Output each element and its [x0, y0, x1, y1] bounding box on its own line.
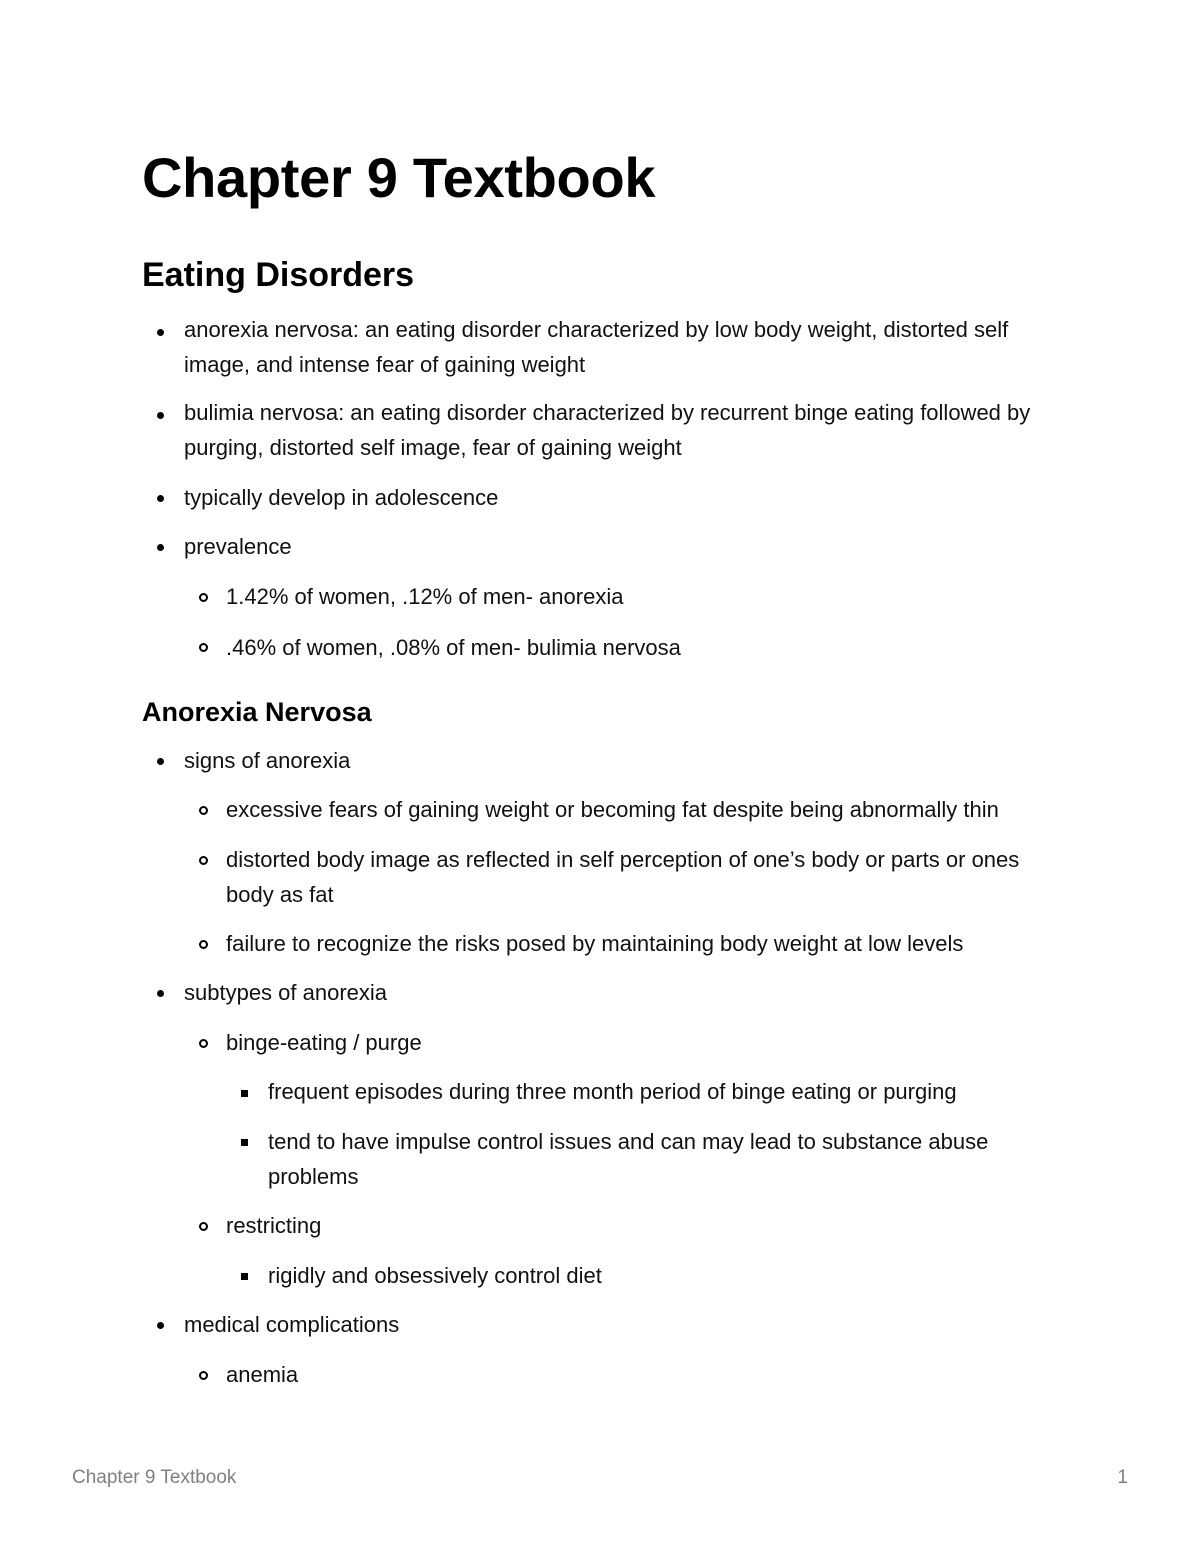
list-item: prevalence: [184, 534, 292, 559]
list-item: bulimia nervosa: an eating disorder characterized by recurrent binge eating followed by purging, distorted self image, fear of gaining weight: [184, 400, 1031, 460]
list-item: signs of anorexia: [184, 748, 351, 773]
footer-title: Chapter 9 Textbook: [72, 1467, 237, 1488]
bullet-disc: [157, 990, 164, 997]
list-item: excessive fears of gaining weight or becoming fat despite being abnormally thin: [226, 797, 999, 822]
list-item: distorted body image as reflected in self perception of one’s body or parts or ones body as fat: [226, 847, 1020, 907]
bullet-disc: [157, 495, 164, 502]
footer-page-number: 1: [1117, 1467, 1128, 1488]
page-title: Chapter 9 Textbook: [142, 146, 656, 209]
bullet-disc: [157, 412, 164, 419]
list-item: anemia: [226, 1362, 299, 1387]
list-item: binge-eating / purge: [226, 1030, 422, 1055]
section-heading-anorexia-nervosa: Anorexia Nervosa: [142, 697, 372, 727]
list-item: .46% of women, .08% of men- bulimia nervosa: [226, 635, 681, 660]
bullet-circle: [199, 593, 208, 602]
bullet-circle: [199, 1371, 208, 1380]
list-item: frequent episodes during three month period of binge eating or purging: [268, 1079, 957, 1104]
bullet-circle: [199, 1039, 208, 1048]
bullet-disc: [157, 1322, 164, 1329]
list-item: tend to have impulse control issues and can may lead to substance abuse problems: [268, 1129, 989, 1189]
bullet-disc: [157, 329, 164, 336]
bullet-circle: [199, 940, 208, 949]
bullet-square: [241, 1139, 248, 1146]
bullet-circle: [199, 806, 208, 815]
list-item: subtypes of anorexia: [184, 980, 388, 1005]
bullet-square: [241, 1090, 248, 1097]
bullet-circle: [199, 1222, 208, 1231]
list-item: restricting: [226, 1213, 322, 1238]
bullet-square: [241, 1273, 248, 1280]
bullet-disc: [157, 544, 164, 551]
list-item: rigidly and obsessively control diet: [268, 1263, 602, 1288]
list-item: failure to recognize the risks posed by maintaining body weight at low levels: [226, 931, 964, 956]
list-item: anorexia nervosa: an eating disorder characterized by low body weight, distorted self image, and intense fear of gaining weight: [184, 317, 1009, 377]
bullet-circle: [199, 643, 208, 652]
bullet-circle: [199, 856, 208, 865]
list-item: 1.42% of women, .12% of men- anorexia: [226, 584, 624, 609]
list-item: typically develop in adolescence: [184, 485, 499, 510]
bullet-disc: [157, 758, 164, 765]
list-item: medical complications: [184, 1312, 400, 1337]
section-heading-eating-disorders: Eating Disorders: [142, 256, 415, 294]
